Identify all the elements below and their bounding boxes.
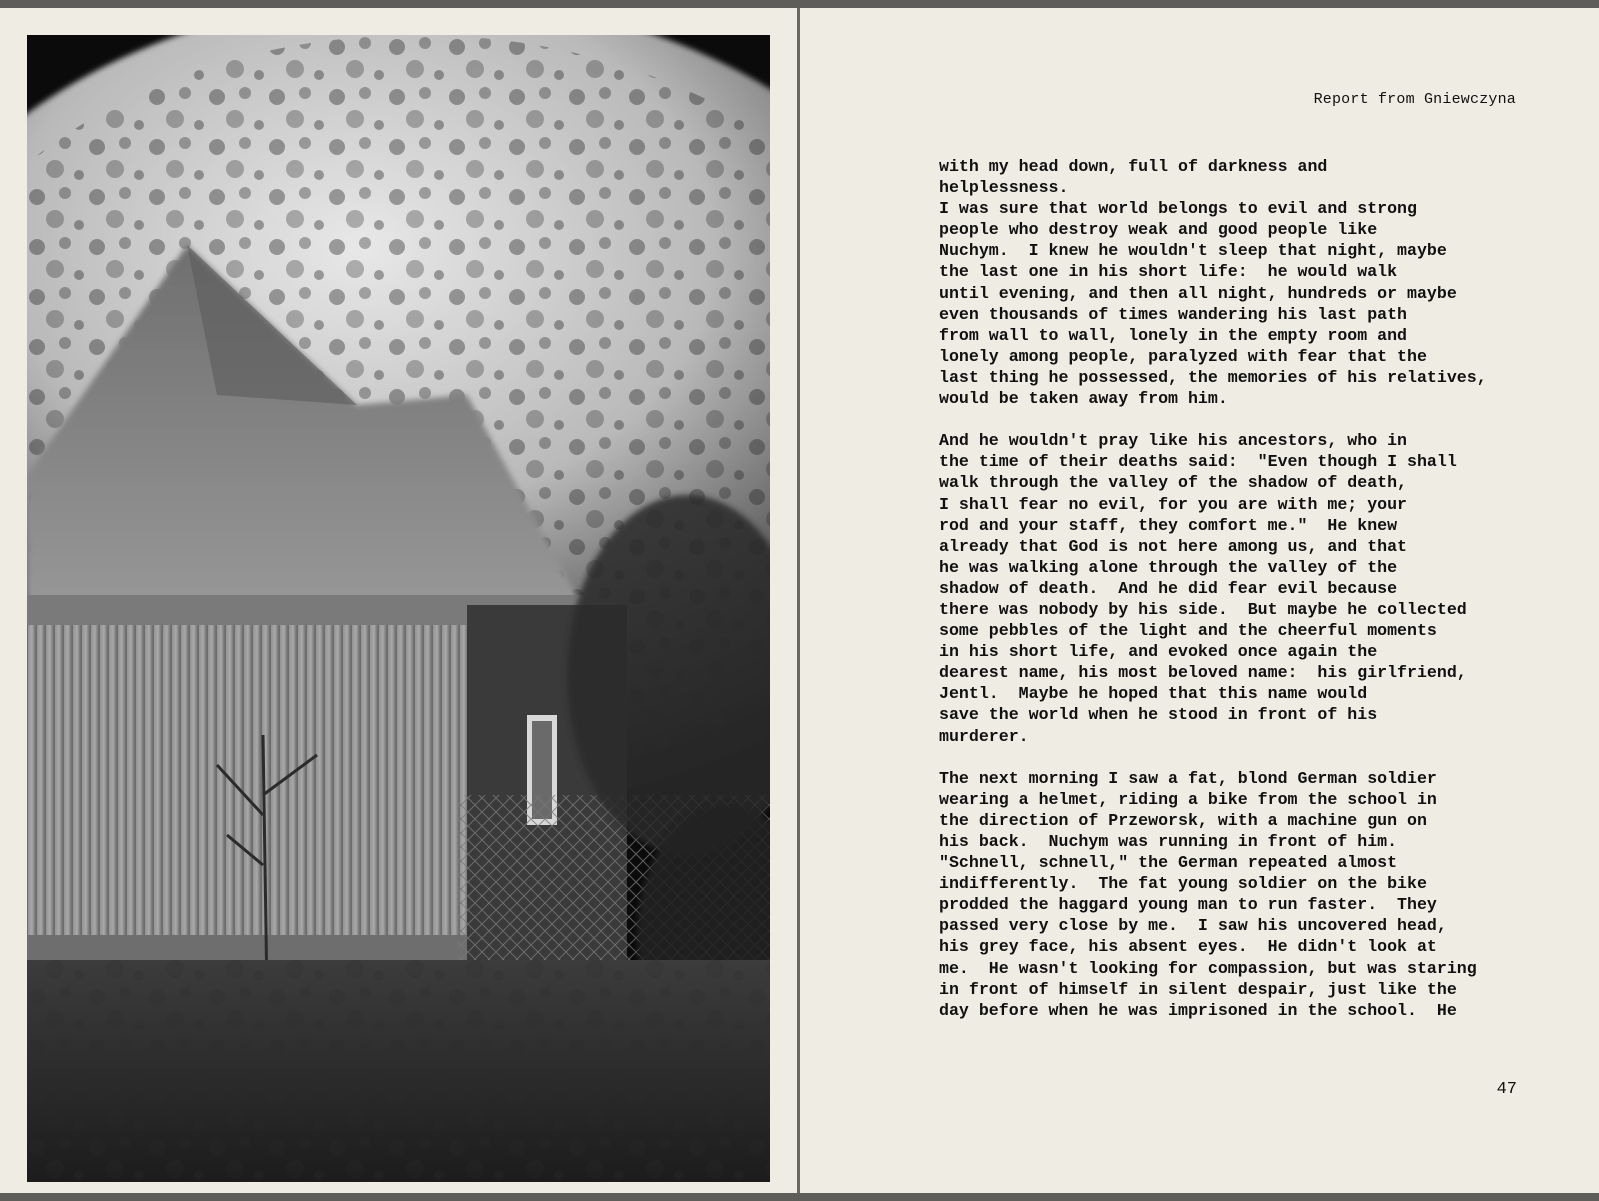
body-line: walk through the valley of the shadow of death, (939, 473, 1408, 493)
page-number: 47 (1496, 1080, 1517, 1099)
body-line: he was walking alone through the valley of the (939, 557, 1398, 577)
body-line: lonely among people, paralyzed with fear that the (939, 346, 1427, 366)
body-line: the direction of Przeworsk, with a machine gun on (939, 810, 1427, 830)
body-line: dearest name, his most beloved name: his girlfriend, (939, 663, 1467, 683)
barn-photograph (27, 35, 770, 1182)
body-line: in front of himself in silent despair, just like the (939, 979, 1457, 999)
body-line: in his short life, and evoked once again the (939, 642, 1378, 662)
body-line: until evening, and then all night, hundreds or maybe (939, 283, 1457, 303)
photo-illustration (27, 35, 770, 1182)
body-line: I was sure that world belongs to evil and strong (939, 199, 1417, 219)
body-line: passed very close by me. I saw his uncovered head, (939, 916, 1447, 936)
body-line: some pebbles of the light and the cheerful moments (939, 621, 1437, 641)
body-line: Nuchym. I knew he wouldn't sleep that night, maybe (939, 241, 1447, 261)
body-line: people who destroy weak and good people like (939, 220, 1378, 240)
body-line: the time of their deaths said: "Even though I shall (939, 452, 1457, 472)
body-line: already that God is not here among us, and that (939, 536, 1408, 556)
body-text (939, 156, 1539, 1021)
body-line: And he wouldn't pray like his ancestors, who in (939, 431, 1408, 451)
body-line: indifferently. The fat young soldier on the bike (939, 874, 1427, 894)
body-line: wearing a helmet, riding a bike from the school in (939, 789, 1437, 809)
body-line: even thousands of times wandering his last path (939, 304, 1408, 324)
body-line: save the world when he stood in front of his (939, 705, 1378, 725)
body-line: his back. Nuchym was running in front of him. (939, 832, 1398, 851)
body-line: the last one in his short life: he would walk (939, 262, 1398, 282)
body-line: murderer. (939, 726, 1029, 746)
body-line: shadow of death. And he did fear evil because (939, 578, 1398, 598)
body-line: I shall fear no evil, for you are with me; your (939, 494, 1408, 514)
body-line: day before when he was imprisoned in the school. He (939, 1000, 1457, 1020)
body-line: with my head down, full of darkness and (939, 157, 1328, 176)
body-line: The next morning I saw a fat, blond German soldier (939, 768, 1437, 788)
right-page (800, 8, 1599, 1193)
body-line: there was nobody by his side. But maybe he collected (939, 599, 1467, 619)
body-line: from wall to wall, lonely in the empty room and (939, 325, 1408, 345)
body-line: prodded the haggard young man to run faster. They (939, 895, 1437, 915)
body-line: helplessness. (939, 178, 1069, 198)
body-line: would be taken away from him. (939, 389, 1228, 409)
body-line: last thing he possessed, the memories of his relatives, (939, 367, 1487, 387)
body-line: me. He wasn't looking for compassion, but was staring (939, 958, 1477, 978)
body-line: "Schnell, schnell," the German repeated almost (939, 853, 1398, 873)
body-line: Jentl. Maybe he hoped that this name would (939, 684, 1368, 704)
left-page (0, 8, 797, 1193)
body-line: his grey face, his absent eyes. He didn't look at (939, 937, 1437, 957)
running-head: Report from Gniewczyna (1313, 91, 1516, 108)
body-line: rod and your staff, they comfort me." He knew (939, 515, 1398, 535)
